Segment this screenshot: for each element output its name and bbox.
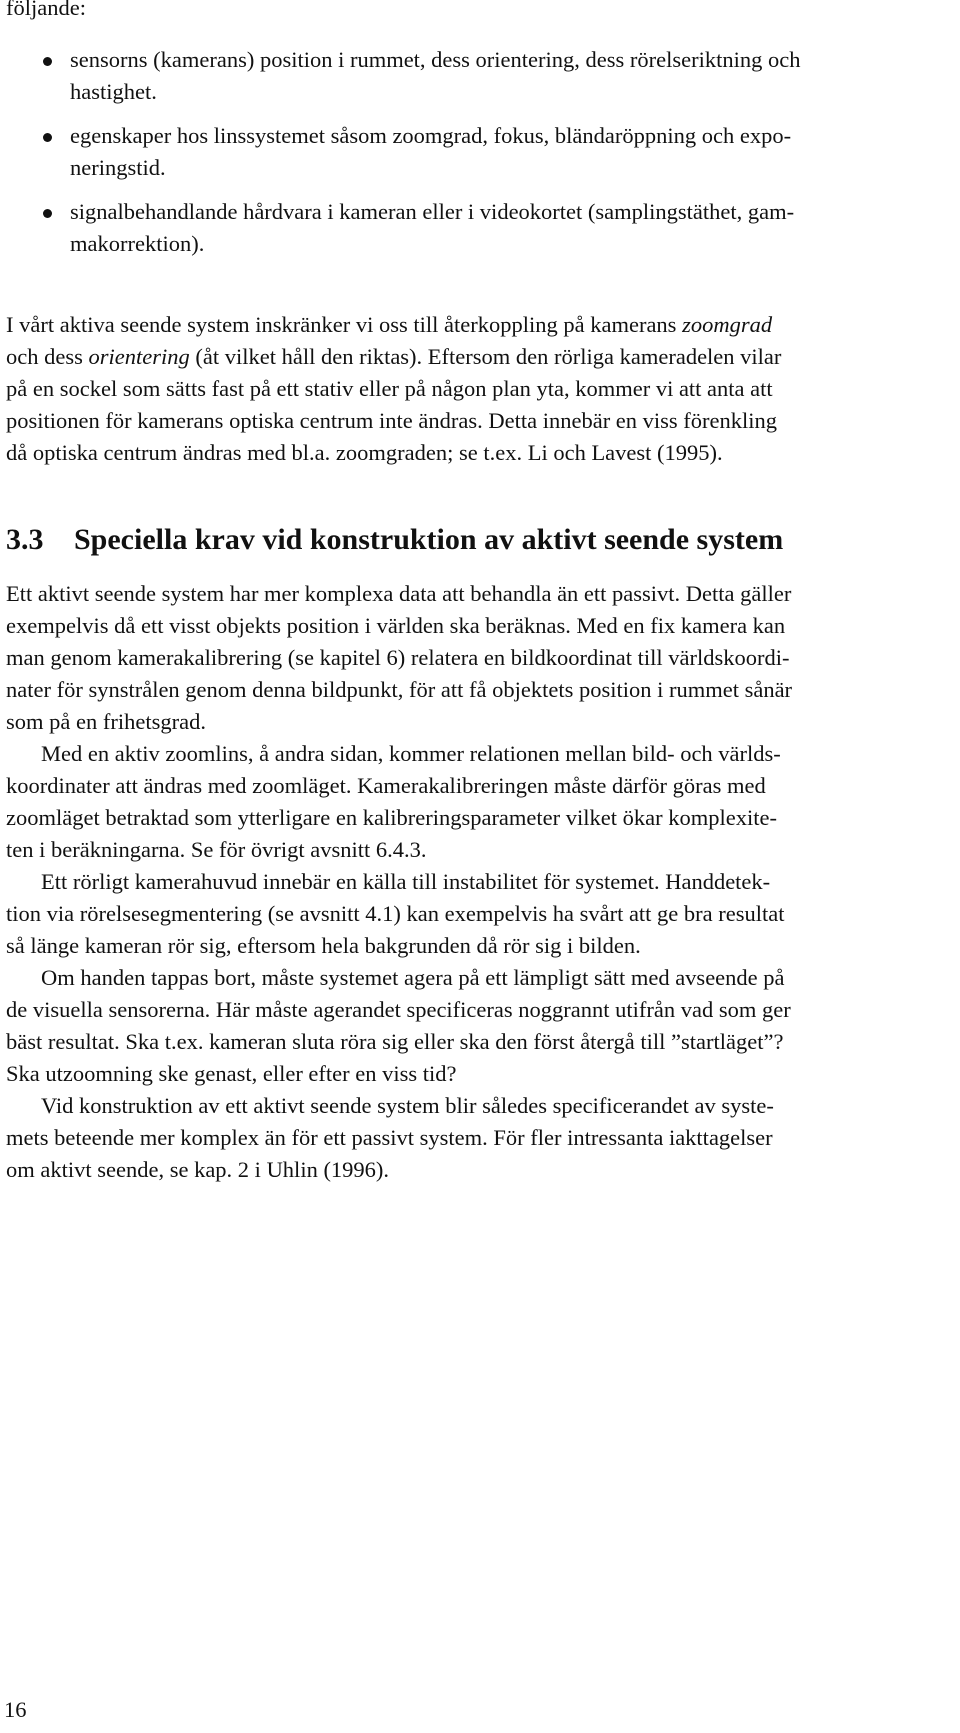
list-item-line: hastighet. [70,79,157,104]
page-number: 16 [4,1697,27,1722]
paragraph-line: exempelvis då ett visst objekts position i världen ska beräknas. Med en fix kamera kan [6,613,786,638]
bullet-icon [43,133,52,142]
paragraph [6,962,950,1090]
paragraph-line: de visuella sensorerna. Här måste agerandet specificeras noggrannt utifrån vad som ger [6,997,791,1022]
paragraph-line: om aktivt seende, se kap. 2 i Uhlin (1996). [6,1157,390,1182]
paragraph [6,578,950,738]
section-title: Speciella krav vid konstruktion av aktivt seende system [74,523,784,556]
paragraph-line: koordinater att ändras med zoomläget. Kamerakalibreringen måste därför göras med [6,773,766,798]
paragraph-line: bäst resultat. Ska t.ex. kameran sluta röra sig eller ska den först återgå till ”startläget”? [6,1029,784,1054]
paragraph-line: positionen för kamerans optiska centrum inte ändras. Detta innebär en viss förenkling [6,408,778,433]
paragraph-line: Ett rörligt kamerahuvud innebär en källa till instabilitet för systemet. Handdetek- [41,869,771,894]
list-item [6,120,950,184]
section-body [6,578,950,1186]
bullet-list [6,44,950,272]
paragraph-line: ten i beräkningarna. Se för övrigt avsnitt 6.4.3. [6,837,427,862]
section-heading [6,520,783,560]
paragraph-line: Ska utzoomning ske genast, eller efter en viss tid? [6,1061,457,1086]
paragraph-line: mets beteende mer komplex än för ett passivt system. För fler intressanta iakttagelser [6,1125,773,1150]
paragraph-line: zoomläget betraktad som ytterligare en kalibreringsparameter vilket ökar komplexite- [6,805,777,830]
list-item-line: makorrektion). [70,231,205,256]
paragraph-line: tion via rörelsesegmentering (se avsnitt 4.1) kan exempelvis ha svårt att ge bra resultat [6,901,785,926]
paragraph-line: Med en aktiv zoomlins, å andra sidan, kommer relationen mellan bild- och världs- [41,741,781,766]
paragraph-line: som på en frihetsgrad. [6,709,206,734]
paragraph-line: man genom kamerakalibrering (se kapitel 6) relatera en bildkoordinat till världskoordi- [6,645,790,670]
text-run: (åt vilket håll den riktas). Eftersom den rörliga kameradelen vilar [195,344,782,369]
bullet-icon [43,209,52,218]
paragraph-line: nater för synstrålen genom denna bildpunkt, för att få objektets position i rummet sånär [6,677,793,702]
paragraph [6,309,950,469]
paragraph-line: Om handen tappas bort, måste systemet agera på ett lämpligt sätt med avseende på [41,965,785,990]
list-item-line: sensorns (kamerans) position i rummet, dess orientering, dess rörelseriktning och [70,47,801,72]
paragraph [6,738,950,866]
section-number: 3.3 [6,523,44,556]
paragraph [6,1090,950,1186]
text-run: I vårt aktiva seende system inskränker vi oss till återkoppling på kamerans [6,312,677,337]
paragraph-line: så länge kameran rör sig, eftersom hela bakgrunden då rör sig i bilden. [6,933,641,958]
list-item-line: signalbehandlande hårdvara i kameran eller i videokortet (samplingstäthet, gam- [70,199,795,224]
paragraph-line [6,309,950,341]
list-item-line: neringstid. [70,155,166,180]
emphasis-term: orientering [88,344,190,369]
paragraph [6,866,950,962]
intro-text: följande: [6,0,86,20]
paragraph-line: på en sockel som sätts fast på ett stativ eller på någon plan yta, kommer vi att anta att [6,376,773,401]
list-item-line: egenskaper hos linssystemet såsom zoomgrad, fokus, bländaröppning och expo- [70,123,792,148]
paragraph-line: Vid konstruktion av ett aktivt seende system blir således specificerandet av syste- [41,1093,774,1118]
list-item [6,196,950,260]
paragraph-line [6,341,950,373]
text-run: och dess [6,344,83,369]
bullet-icon [43,57,52,66]
paragraph-line: Ett aktivt seende system har mer komplexa data att behandla än ett passivt. Detta gäller [6,581,792,606]
paragraph-line: då optiska centrum ändras med bl.a. zoomgraden; se t.ex. Li och Lavest (1995). [6,440,723,465]
list-item [6,44,950,108]
emphasis-term: zoomgrad [682,312,773,337]
